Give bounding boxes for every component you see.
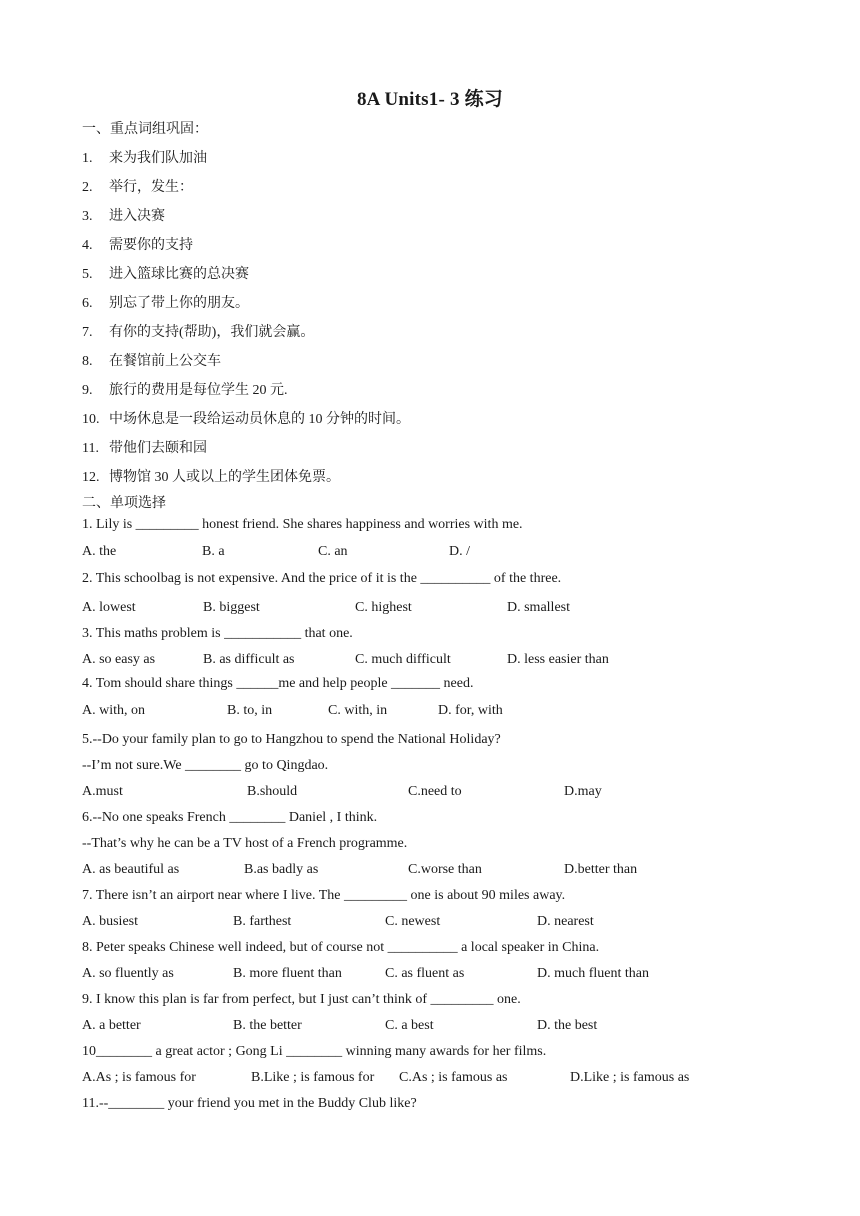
option-b: B.should	[247, 784, 298, 799]
option-d: D. smallest	[507, 600, 570, 615]
question-text: 1. Lily is _________ honest friend. She shares happiness and worries with me.	[82, 517, 523, 532]
option-a: A.must	[82, 784, 123, 799]
phrase-text: 举行，发生：	[109, 180, 193, 195]
phrase-item	[82, 205, 165, 225]
question-text: --That’s why he can be a TV host of a French programme.	[82, 836, 408, 851]
section1-heading: 一、重点词组巩固：	[82, 122, 208, 137]
question-text: --I’m not sure.We ________ go to Qingdao.	[82, 758, 329, 773]
phrase-item	[82, 379, 288, 399]
question-text: 9. I know this plan is far from perfect, but I just can’t think of _________ one.	[82, 992, 521, 1007]
phrase-number: 11.	[82, 441, 99, 456]
phrase-number: 5.	[82, 267, 93, 282]
phrase-item	[82, 321, 314, 341]
option-c: C.As ; is famous as	[399, 1070, 508, 1085]
phrase-number: 12.	[82, 470, 100, 485]
option-d: D. the best	[537, 1018, 598, 1033]
option-c: C. a best	[385, 1018, 434, 1033]
question-text: 11.--________ your friend you met in the Buddy Club like?	[82, 1096, 417, 1111]
option-a: A. a better	[82, 1018, 141, 1033]
option-a: A. with, on	[82, 703, 145, 718]
option-c: C.worse than	[408, 862, 482, 877]
option-b: B. farthest	[233, 914, 292, 929]
phrase-item	[82, 176, 193, 196]
phrase-number: 2.	[82, 180, 93, 195]
option-b: B. more fluent than	[233, 966, 342, 981]
option-a: A. lowest	[82, 600, 136, 615]
option-c: C.need to	[408, 784, 462, 799]
option-d: D.better than	[564, 862, 638, 877]
option-b: B. as difficult as	[203, 652, 295, 667]
option-a: A. the	[82, 544, 117, 559]
phrase-item	[82, 263, 249, 283]
phrase-number: 10.	[82, 412, 100, 427]
question-text: 3. This maths problem is ___________ that one.	[82, 626, 353, 641]
question-text: 2. This schoolbag is not expensive. And the price of it is the __________ of the three.	[82, 571, 562, 586]
phrase-text: 中场休息是一段给运动员休息的 10 分钟的时间。	[109, 412, 410, 427]
phrase-text: 有你的支持(帮助)，我们就会赢。	[109, 325, 315, 340]
phrase-text: 博物馆 30 人或以上的学生团体免票。	[109, 470, 340, 485]
option-a: A.As ; is famous for	[82, 1070, 196, 1085]
phrase-text: 需要你的支持	[109, 238, 193, 253]
option-b: B.Like ; is famous for	[251, 1070, 375, 1085]
option-c: C. as fluent as	[385, 966, 465, 981]
phrase-item	[82, 408, 410, 428]
option-c: C. highest	[355, 600, 412, 615]
question-text: 4. Tom should share things ______me and help people _______ need.	[82, 676, 474, 691]
phrase-item	[82, 466, 340, 486]
question-text: 5.--Do your family plan to go to Hangzhou to spend the National Holiday?	[82, 732, 501, 747]
option-b: B. biggest	[203, 600, 260, 615]
section2-heading: 二、单项选择	[82, 496, 166, 511]
phrase-text: 进入决赛	[109, 209, 165, 224]
phrase-number: 7.	[82, 325, 93, 340]
question-text: 8. Peter speaks Chinese well indeed, but of course not __________ a local speaker in China.	[82, 940, 600, 955]
phrase-item	[82, 350, 221, 370]
phrase-number: 4.	[82, 238, 93, 253]
phrase-text: 来为我们队加油	[109, 151, 207, 166]
option-c: C. an	[318, 544, 348, 559]
option-b: B. a	[202, 544, 225, 559]
phrase-text: 进入篮球比赛的总决赛	[109, 267, 249, 282]
page-title: 8A Units1- 3 练习	[356, 89, 504, 110]
option-c: C. much difficult	[355, 652, 451, 667]
phrase-item	[82, 292, 249, 312]
question-text: 7. There isn’t an airport near where I live. The _________ one is about 90 miles away.	[82, 888, 566, 903]
option-d: D. for, with	[438, 703, 503, 718]
phrase-number: 8.	[82, 354, 93, 369]
phrase-text: 在餐馆前上公交车	[109, 354, 221, 369]
option-c: C. newest	[385, 914, 441, 929]
phrase-text: 带他们去颐和园	[109, 441, 207, 456]
option-d: D. nearest	[537, 914, 594, 929]
phrase-text: 旅行的费用是每位学生 20 元.	[109, 383, 288, 398]
option-a: A. so fluently as	[82, 966, 174, 981]
option-b: B.as badly as	[244, 862, 319, 877]
phrase-number: 6.	[82, 296, 93, 311]
option-d: D.Like ; is famous as	[570, 1070, 690, 1085]
phrase-number: 3.	[82, 209, 93, 224]
option-d: D. /	[449, 544, 470, 559]
option-b: B. the better	[233, 1018, 302, 1033]
phrase-item	[82, 437, 207, 457]
option-b: B. to, in	[227, 703, 273, 718]
option-d: D. much fluent than	[537, 966, 649, 981]
phrase-item	[82, 147, 207, 167]
option-a: A. as beautiful as	[82, 862, 180, 877]
phrase-text: 别忘了带上你的朋友。	[109, 296, 249, 311]
option-a: A. so easy as	[82, 652, 156, 667]
question-text: 10________ a great actor ; Gong Li ________ winning many awards for her films.	[82, 1044, 547, 1059]
question-text: 6.--No one speaks French ________ Daniel , I think.	[82, 810, 378, 825]
phrase-item	[82, 234, 193, 254]
option-d: D. less easier than	[507, 652, 609, 667]
option-d: D.may	[564, 784, 602, 799]
option-c: C. with, in	[328, 703, 388, 718]
option-a: A. busiest	[82, 914, 138, 929]
phrase-number: 1.	[82, 151, 93, 166]
phrase-number: 9.	[82, 383, 93, 398]
